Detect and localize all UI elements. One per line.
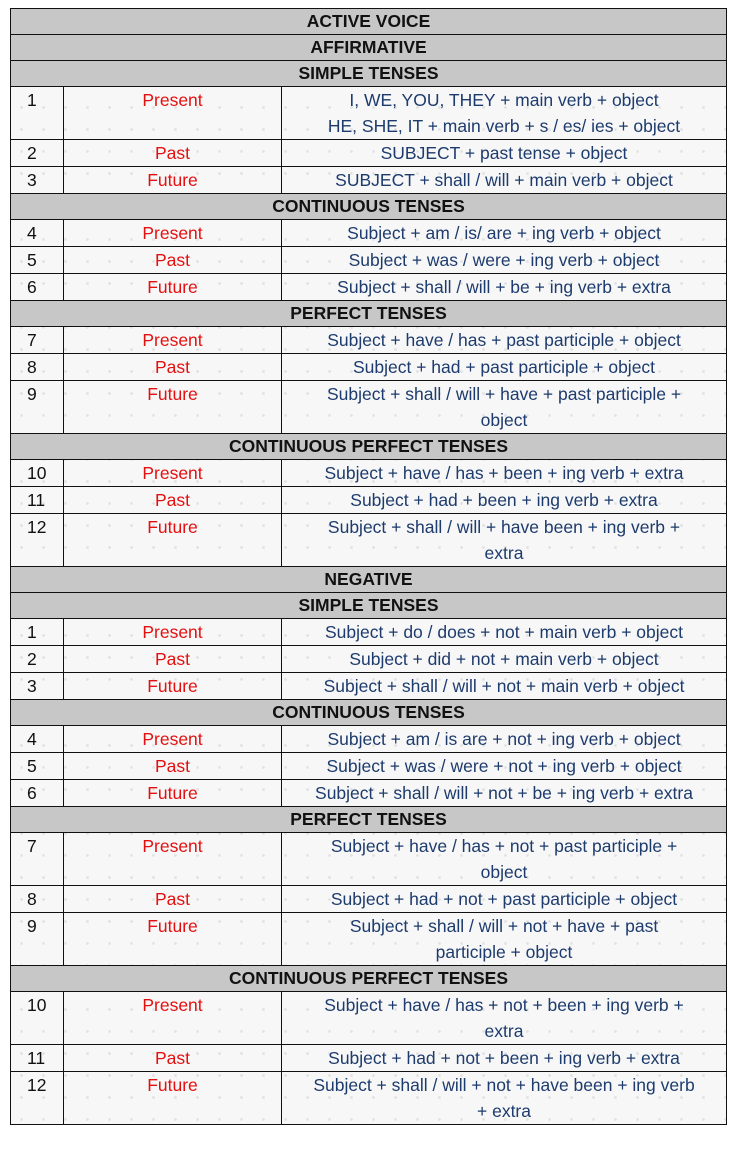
table-row [11,514,727,567]
section-header-row [11,194,727,220]
table-row [11,140,727,167]
section-header-row [11,567,727,593]
tense-formula [282,1045,727,1072]
tense-name: Past [64,753,282,780]
formula-line: Subject + shall / will + not + have + past [349,916,659,936]
formula-line: Subject + had + not + been + ing verb + extra [328,1048,680,1068]
row-number: 5 [11,247,64,274]
section-header: PERFECT TENSES [11,301,727,327]
tense-formula [282,753,727,780]
tense-name: Present [64,619,282,646]
table-row [11,220,727,247]
table-row [11,167,727,194]
section-header-row [11,301,727,327]
formula-line: I, WE, YOU, THEY + main verb + object [349,90,659,110]
formula-line: SUBJECT + past tense + object [380,143,628,163]
tense-formula [282,354,727,381]
table-row [11,87,727,140]
tense-formula [282,673,727,700]
formula-line: extra [484,1021,524,1041]
formula-line: object [480,410,528,430]
row-number: 8 [11,886,64,913]
tense-formula [282,167,727,194]
section-header: CONTINUOUS TENSES [11,194,727,220]
row-number: 3 [11,673,64,700]
tense-formula [282,247,727,274]
formula-line: object [480,862,528,882]
tense-formula [282,619,727,646]
tense-name: Future [64,780,282,807]
row-number: 4 [11,726,64,753]
tense-name: Future [64,381,282,434]
table-row [11,726,727,753]
section-header-row [11,593,727,619]
row-number: 6 [11,274,64,301]
tense-name: Present [64,992,282,1045]
formula-line: Subject + have / has + been + ing verb + extra [324,463,684,483]
formula-line: Subject + shall / will + have been + ing verb + [327,517,681,537]
tense-formula [282,780,727,807]
table-row [11,460,727,487]
table-row [11,487,727,514]
table-row [11,780,727,807]
tense-formula [282,220,727,247]
row-number: 5 [11,753,64,780]
formula-line: Subject + had + past participle + object [352,357,656,377]
tense-name: Past [64,1045,282,1072]
section-header: CONTINUOUS PERFECT TENSES [11,434,727,460]
formula-line: Subject + had + not + past participle + object [330,889,678,909]
tense-name: Present [64,87,282,140]
tense-formula [282,833,727,886]
tense-name: Future [64,514,282,567]
row-number: 1 [11,619,64,646]
tense-formula [282,87,727,140]
formula-line: Subject + have / has + past participle + object [327,330,681,350]
table-row [11,833,727,886]
tense-formula [282,487,727,514]
tense-name: Present [64,327,282,354]
table-row [11,913,727,966]
section-header: CONTINUOUS TENSES [11,700,727,726]
tense-name: Past [64,354,282,381]
section-header: PERFECT TENSES [11,807,727,833]
table-row [11,354,727,381]
row-number: 7 [11,327,64,354]
formula-line: Subject + have / has + not + past participle + [330,836,678,856]
table-row [11,1072,727,1125]
table-row [11,247,727,274]
formula-line: SUBJECT + shall / will + main verb + object [335,170,673,190]
section-header-row [11,35,727,61]
table-row [11,886,727,913]
row-number: 1 [11,87,64,140]
section-header: CONTINUOUS PERFECT TENSES [11,966,727,992]
formula-line: + extra [477,1101,531,1121]
section-header-row [11,966,727,992]
row-number: 9 [11,381,64,434]
tense-name: Present [64,833,282,886]
row-number: 4 [11,220,64,247]
row-number: 8 [11,354,64,381]
row-number: 10 [11,992,64,1045]
row-number: 3 [11,167,64,194]
formula-line: Subject + do / does + not + main verb + object [325,622,684,642]
section-header: ACTIVE VOICE [11,9,727,35]
tense-formula [282,514,727,567]
tense-formula [282,726,727,753]
row-number: 7 [11,833,64,886]
row-number: 10 [11,460,64,487]
row-number: 2 [11,140,64,167]
tense-name: Past [64,646,282,673]
section-header-row [11,61,727,87]
formula-line: Subject + am / is are + not + ing verb + object [327,729,681,749]
table-row [11,274,727,301]
table-row [11,1045,727,1072]
tense-name: Present [64,726,282,753]
tense-formula [282,992,727,1045]
formula-line: Subject + shall / will + not + main verb + object [323,676,685,696]
section-header-row [11,9,727,35]
tense-formula [282,646,727,673]
section-header-row [11,434,727,460]
table-row [11,992,727,1045]
tense-formula [282,886,727,913]
tense-name: Future [64,1072,282,1125]
row-number: 2 [11,646,64,673]
formula-line: participle + object [435,942,573,962]
tense-name: Past [64,140,282,167]
tense-name: Future [64,673,282,700]
tense-name: Past [64,247,282,274]
formula-line: Subject + was / were + ing verb + object [348,250,660,270]
section-header: AFFIRMATIVE [11,35,727,61]
section-header: SIMPLE TENSES [11,593,727,619]
row-number: 12 [11,514,64,567]
table-row [11,646,727,673]
row-number: 6 [11,780,64,807]
formula-line: Subject + did + not + main verb + object [349,649,659,669]
formula-line: HE, SHE, IT + main verb + s / es/ ies + object [327,116,681,136]
section-header-row [11,700,727,726]
tense-name: Future [64,913,282,966]
section-header: NEGATIVE [11,567,727,593]
formula-line: Subject + had + been + ing verb + extra [350,490,658,510]
tense-formula-table [10,8,727,1125]
table-row [11,381,727,434]
tense-name: Past [64,886,282,913]
tense-formula [282,381,727,434]
formula-line: Subject + shall / will + have + past participle + [326,384,682,404]
tense-formula [282,460,727,487]
tense-formula [282,1072,727,1125]
formula-line: Subject + have / has + not + been + ing verb + [324,995,684,1015]
tense-name: Past [64,487,282,514]
formula-line: Subject + shall / will + not + have been + ing verb [313,1075,695,1095]
formula-line: Subject + shall / will + be + ing verb + extra [337,277,671,297]
section-header-row [11,807,727,833]
tense-name: Present [64,220,282,247]
table-row [11,619,727,646]
tense-name: Future [64,167,282,194]
formula-line: Subject + shall / will + not + be + ing verb + extra [315,783,693,803]
table-row [11,327,727,354]
tense-formula [282,140,727,167]
tense-name: Future [64,274,282,301]
row-number: 12 [11,1072,64,1125]
formula-line: Subject + was / were + not + ing verb + object [326,756,682,776]
tense-name: Present [64,460,282,487]
formula-line: Subject + am / is/ are + ing verb + object [347,223,661,243]
row-number: 11 [11,1045,64,1072]
tense-formula [282,913,727,966]
tense-formula [282,274,727,301]
section-header: SIMPLE TENSES [11,61,727,87]
row-number: 9 [11,913,64,966]
table-row [11,753,727,780]
row-number: 11 [11,487,64,514]
table-row [11,673,727,700]
formula-line: extra [484,543,524,563]
tense-formula [282,327,727,354]
